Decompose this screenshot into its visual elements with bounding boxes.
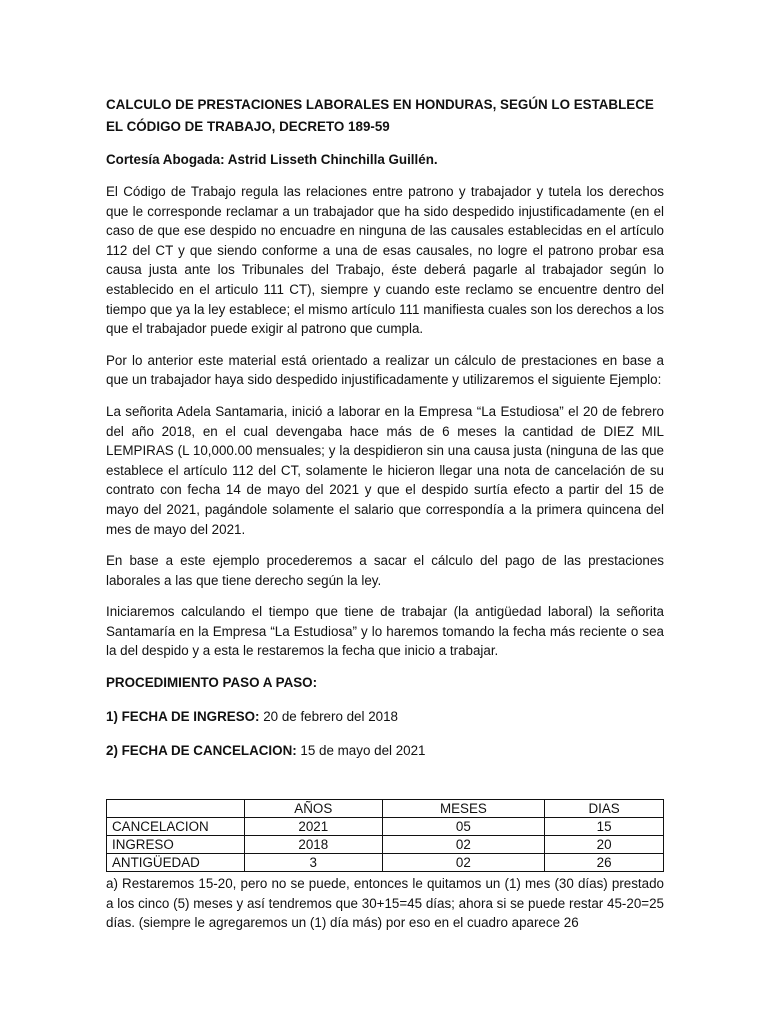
step-ingreso-label: 1) FECHA DE INGRESO: (106, 709, 260, 725)
table-header-cell: AÑOS (245, 800, 383, 818)
step-cancelacion-label: 2) FECHA DE CANCELACION: (106, 743, 297, 759)
paragraph-3: La señorita Adela Santamaria, inició a laborar en la Empresa “La Estudiosa” el 20 de febrero del año 2018, en el cual devengaba hace más de 6 meses la cantidad de DIEZ MIL LEMPIRAS (L 10,000.00 mensuales; y la despidieron sin una causa justa (ninguna de las que establece el artículo 112 del CT, solamente le hicieron llegar una nota de cancelación de su contrato con fecha 14 de mayo del 2021 y que el despido surtía efecto a partir del 15 de mayo del 2021, pagándole solamente el salario que correspondía a la primera quincena del mes de mayo del 2021. (106, 403, 664, 537)
paragraph-1: El Código de Trabajo regula las relaciones entre patrono y trabajador y tutela los derechos que le corresponde reclamar a un trabajador que ha sido despedido injustificadamente (en el caso de que ese despido no encuadre en ninguna de las causales establecidas en el artículo 112 del CT y que siendo conforme a una de esas causales, no logre el patrono probar esa causa justa ante los Tribunales del Trabajo, éste deberá pagarle al trabajador según lo establecido en el articulo 111 CT), siempre y cuando este reclamo se encuentre dentro del tiempo que ya la ley establece; el mismo artículo 111 manifiesta cuales son los derechos a los que el trabajador puede exigir al patrono que cumpla. (106, 184, 664, 337)
table-cell-days: 26 (545, 854, 664, 872)
table-header-cell: MESES (382, 800, 545, 818)
paragraph-5: Iniciaremos calculando el tiempo que tiene de trabajar (la antigüedad laboral) la señorita Santamaría en la Empresa “La Estudiosa” y lo haremos tomando la fecha más reciente o sea la del despido y a esta le restaremos la fecha que inicio a trabajar. (106, 604, 664, 659)
table-cell-days: 20 (545, 836, 664, 854)
table-cell-label: CANCELACION (107, 818, 245, 836)
table-header-row (107, 800, 664, 818)
paragraph-4: En base a este ejemplo procederemos a sacar el cálculo del pago de las prestaciones laborales a las que tiene derecho según la ley. (106, 553, 664, 588)
table-row (107, 836, 664, 854)
table-cell-years: 3 (245, 854, 383, 872)
table-header-cell: DIAS (545, 800, 664, 818)
table-cell-label: ANTIGÜEDAD (107, 854, 245, 872)
table-cell-years: 2018 (245, 836, 383, 854)
procedure-title: PROCEDIMIENTO PASO A PASO: (106, 675, 318, 691)
courtesy-line: Cortesía Abogada: Astrid Lisseth Chinchilla Guillén. (106, 152, 438, 167)
table-cell-years: 2021 (245, 818, 383, 836)
table-cell-months: 02 (382, 854, 545, 872)
step-cancelacion-value: 15 de mayo del 2021 (296, 743, 426, 759)
table-cell-months: 05 (382, 818, 545, 836)
table-cell-months: 02 (382, 836, 545, 854)
step-cancelacion (106, 741, 664, 761)
table-header-cell (107, 800, 245, 818)
document-title: CALCULO DE PRESTACIONES LABORALES EN HONDURAS, SEGÚN LO ESTABLECE EL CÓDIGO DE TRABAJO, DECRETO 189-59 (106, 97, 654, 134)
step-ingreso-value: 20 de febrero del 2018 (259, 709, 398, 725)
antiguedad-table (106, 799, 664, 872)
calculation-note: a) Restaremos 15-20, pero no se puede, entonces le quitamos un (1) mes (30 días) prestado a los cinco (5) meses y así tendremos que 30+15=45 días; ahora si se puede restar 45-20=25 días. (siempre le agregaremos un (1) día más) por eso en el cuadro aparece 26 (106, 876, 664, 931)
table-row (107, 854, 664, 872)
step-ingreso (106, 707, 664, 727)
table-row (107, 818, 664, 836)
table-cell-label: INGRESO (107, 836, 245, 854)
paragraph-2: Por lo anterior este material está orientado a realizar un cálculo de prestaciones en base a que un trabajador haya sido despedido injustificadamente y utilizaremos el siguiente Ejemplo: (106, 352, 664, 388)
table-cell-days: 15 (545, 818, 664, 836)
